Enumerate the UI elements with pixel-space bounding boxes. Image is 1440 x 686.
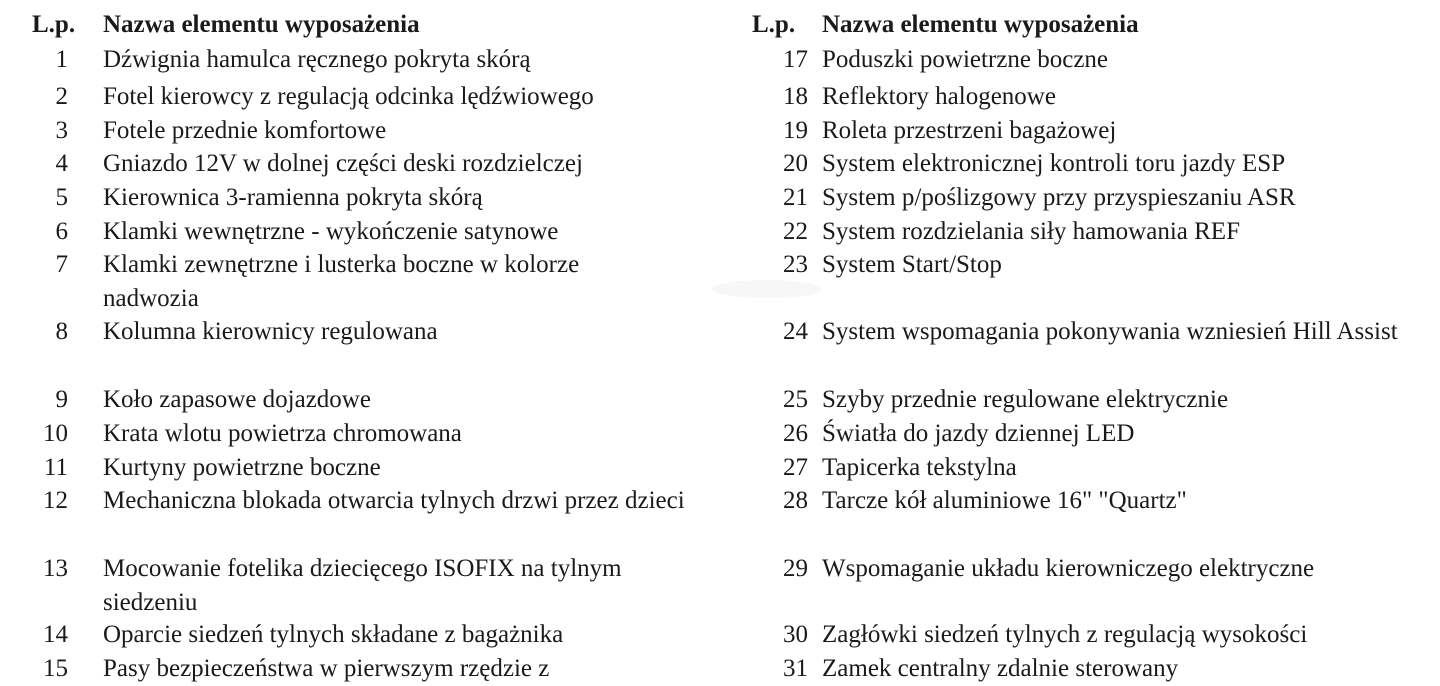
item-name: Kolumna kierownicy regulowana	[103, 318, 438, 345]
item-name: Kierownica 3-ramienna pokryta skórą	[103, 184, 483, 211]
item-number: 28	[783, 487, 808, 514]
item-number: 25	[783, 386, 808, 413]
item-name: Fotele przednie komfortowe	[103, 117, 387, 144]
item-name: System elektronicznej kontroli toru jazdy ESP	[822, 150, 1286, 177]
item-number: 4	[55, 150, 68, 177]
item-number: 19	[783, 117, 808, 144]
header-name-label: Nazwa elementu wyposażenia	[103, 11, 420, 38]
item-name: Dźwignia hamulca ręcznego pokryta skórą	[103, 46, 531, 73]
item-name: Zagłówki siedzeń tylnych z regulacją wysokości	[822, 621, 1308, 648]
item-name: Koło zapasowe dojazdowe	[103, 386, 371, 413]
item-name: Klamki wewnętrzne - wykończenie satynowe	[103, 218, 559, 245]
item-name: Poduszki powietrzne boczne	[822, 46, 1109, 73]
item-name: System wspomagania pokonywania wzniesień Hill Assist	[822, 318, 1398, 345]
item-name: Kurtyny powietrzne boczne	[103, 454, 381, 481]
item-name: Światła do jazdy dziennej LED	[822, 420, 1135, 447]
item-name: Reflektory halogenowe	[822, 83, 1056, 110]
item-number: 15	[43, 655, 68, 682]
scan-smudge	[712, 280, 822, 298]
item-number: 29	[783, 555, 808, 582]
item-number: 31	[783, 655, 808, 682]
item-number: 2	[55, 83, 68, 110]
item-number: 10	[43, 420, 68, 447]
item-number: 8	[55, 318, 68, 345]
item-number: 7	[55, 251, 68, 278]
item-number: 30	[783, 621, 808, 648]
item-name: Wspomaganie układu kierowniczego elektryczne	[822, 555, 1315, 582]
item-name: System Start/Stop	[822, 251, 1002, 278]
item-number: 27	[783, 454, 808, 481]
item-name: Roleta przestrzeni bagażowej	[822, 117, 1117, 144]
item-number: 6	[55, 218, 68, 245]
item-name: Krata wlotu powietrza chromowana	[103, 420, 462, 447]
item-number: 18	[783, 83, 808, 110]
item-number: 20	[783, 150, 808, 177]
item-number: 22	[783, 218, 808, 245]
item-name: System rozdzielania siły hamowania REF	[822, 218, 1240, 245]
item-name: Oparcie siedzeń tylnych składane z bagażnika	[103, 621, 564, 648]
item-name: Gniazdo 12V w dolnej części deski rozdzielczej	[103, 150, 583, 177]
item-name: Klamki zewnętrzne i lusterka boczne w kolorze nadwozia	[103, 251, 580, 312]
header-num-label: L.p.	[752, 11, 796, 38]
item-number: 14	[43, 621, 68, 648]
item-name: Tarcze kół aluminiowe 16" "Quartz"	[822, 487, 1187, 514]
item-number: 3	[55, 117, 68, 144]
item-name: Mechaniczna blokada otwarcia tylnych drzwi przez dzieci	[103, 487, 685, 514]
item-name: Fotel kierowcy z regulacją odcinka lędźwiowego	[103, 83, 594, 110]
item-number: 21	[783, 184, 808, 211]
item-name: Szyby przednie regulowane elektrycznie	[822, 386, 1229, 413]
item-name: Pasy bezpieczeństwa w pierwszym rzędzie z	[103, 655, 550, 682]
item-number: 12	[43, 487, 68, 514]
item-number: 24	[783, 318, 808, 345]
item-name: Tapicerka tekstylna	[822, 454, 1017, 481]
item-number: 11	[43, 454, 68, 481]
header-num-label: L.p.	[32, 11, 76, 38]
item-number: 17	[783, 46, 808, 73]
item-number: 13	[43, 555, 68, 582]
header-name-label: Nazwa elementu wyposażenia	[822, 11, 1139, 38]
item-number: 26	[783, 420, 808, 447]
item-number: 9	[55, 386, 68, 413]
item-name: System p/poślizgowy przy przyspieszaniu ASR	[822, 184, 1296, 211]
item-number: 1	[55, 46, 68, 73]
item-number: 5	[55, 184, 68, 211]
item-name: Zamek centralny zdalnie sterowany	[822, 655, 1179, 682]
item-name: Mocowanie fotelika dziecięcego ISOFIX na tylnym siedzeniu	[103, 555, 622, 616]
item-number: 23	[783, 251, 808, 278]
